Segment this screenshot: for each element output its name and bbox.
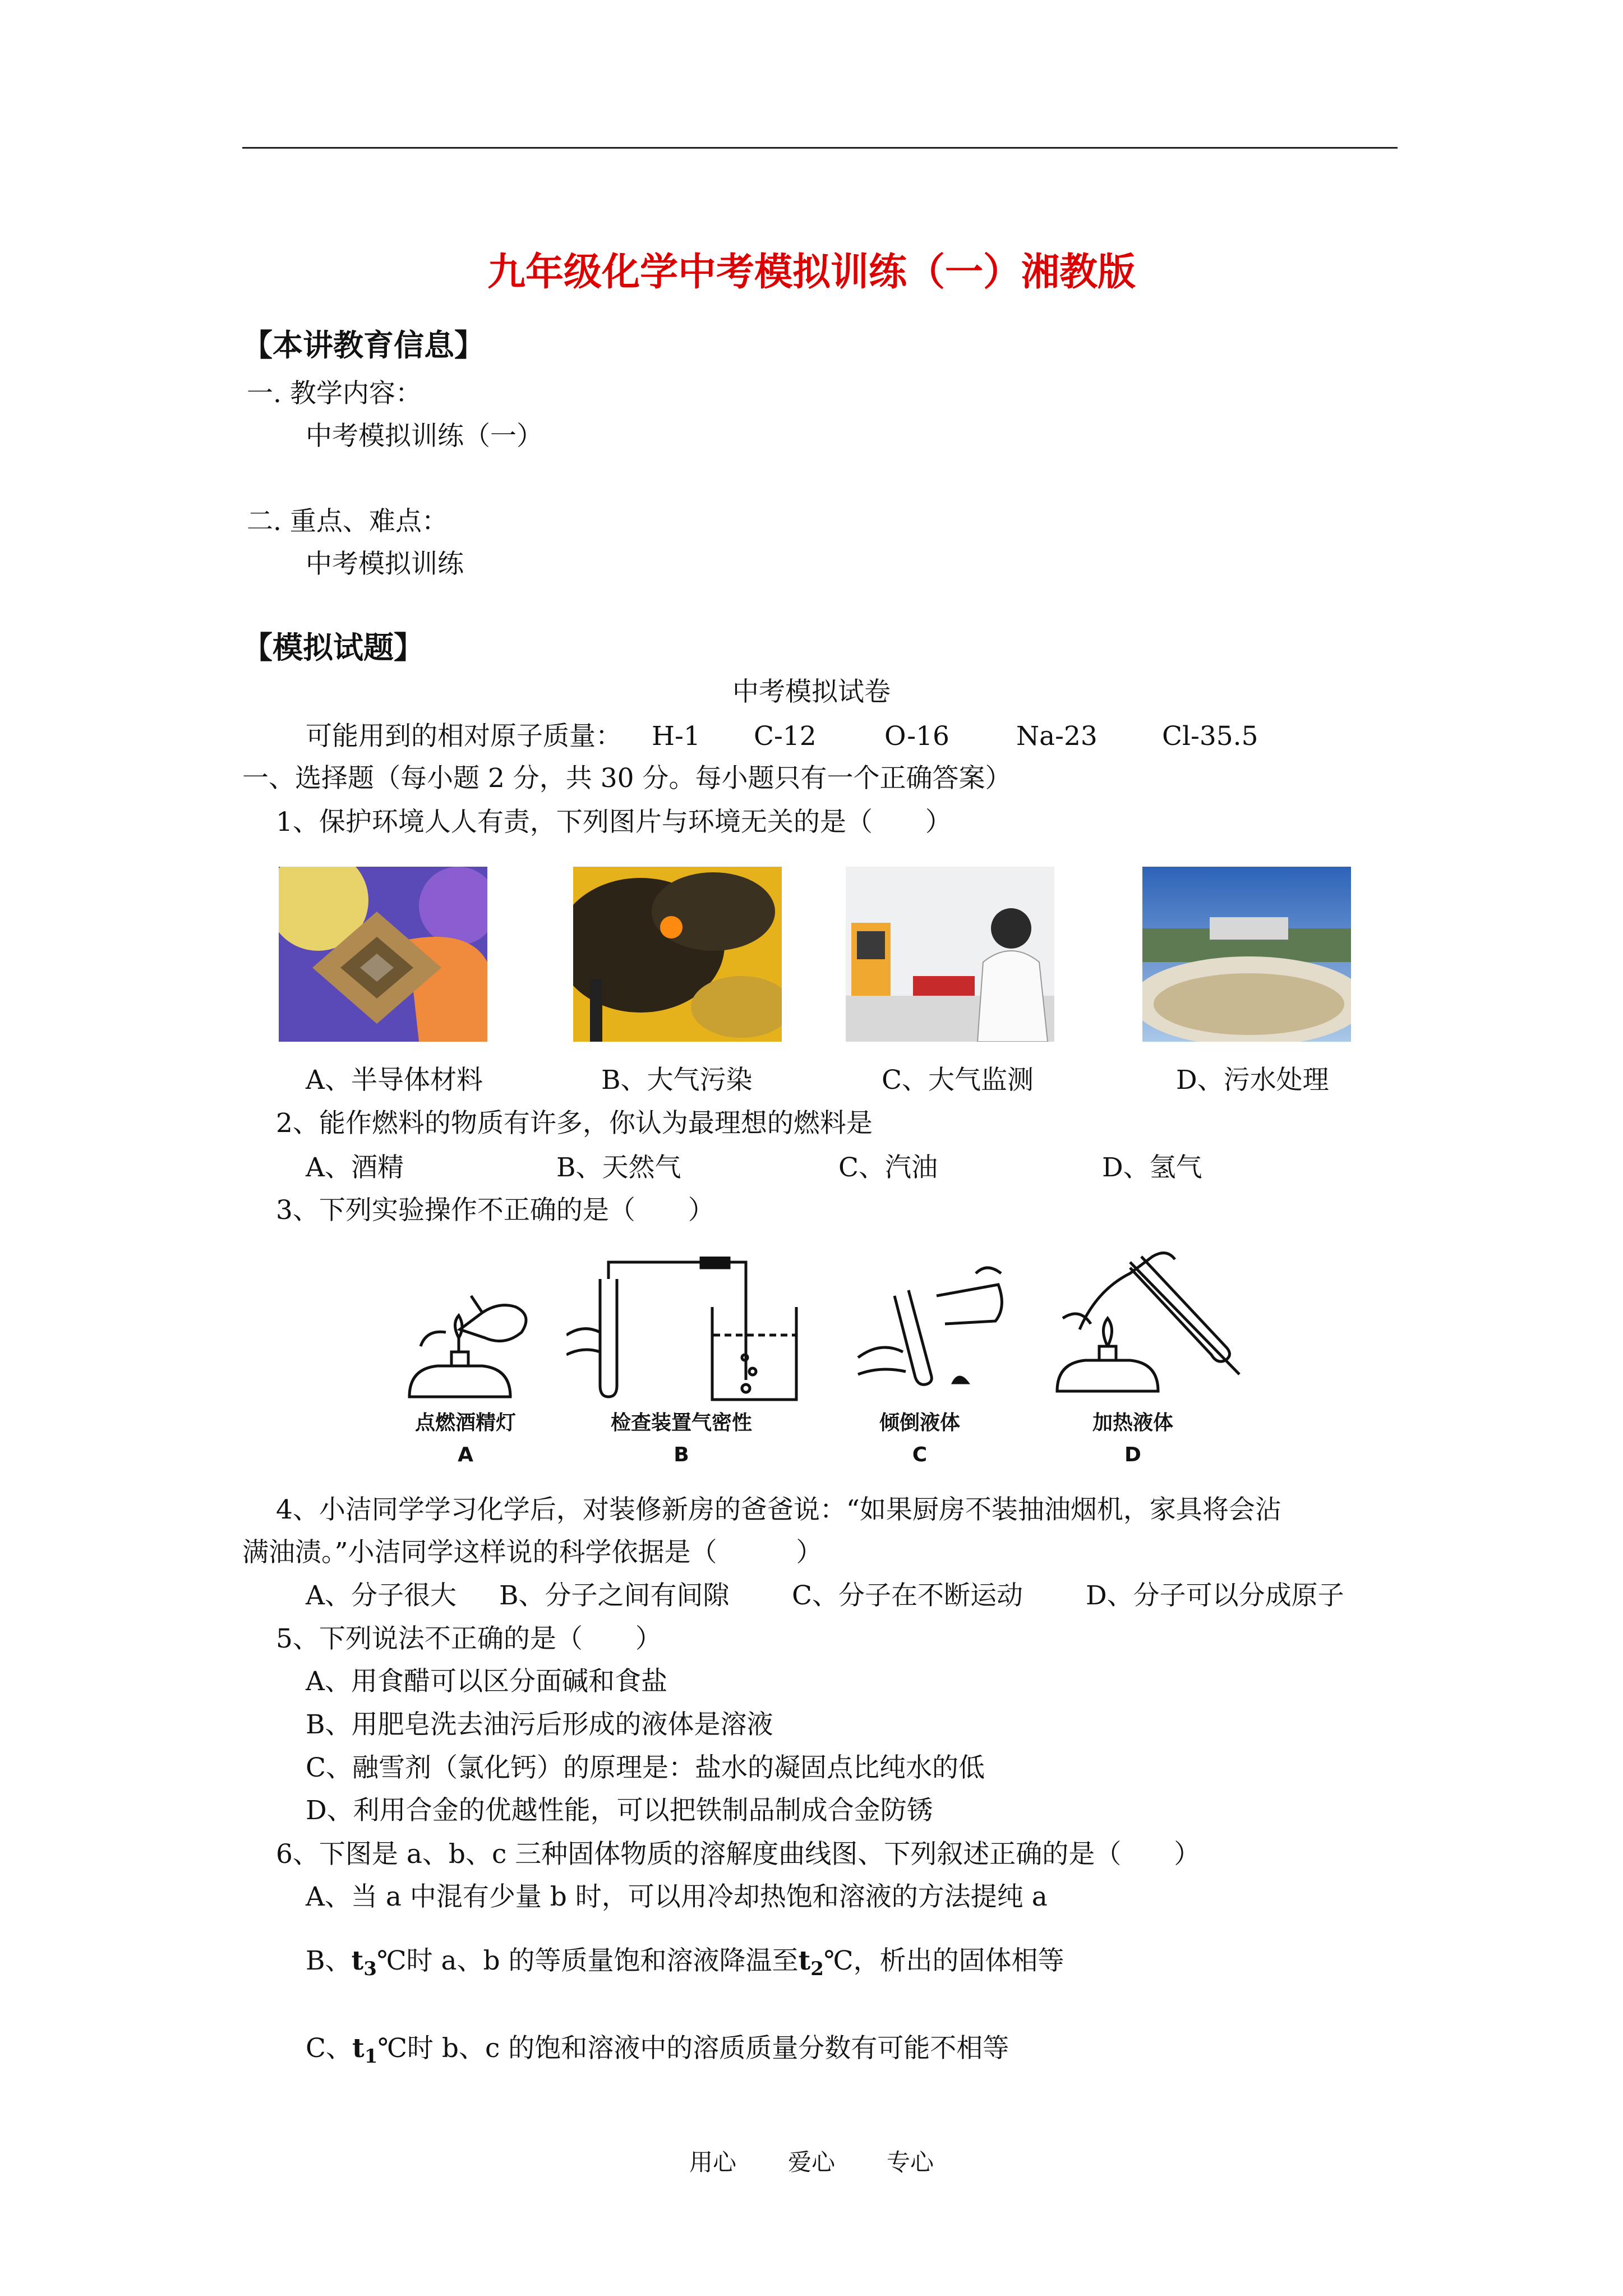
q6-option-b (306, 1944, 1064, 1986)
fig-c-caption: 倾倒液体 (879, 1411, 960, 1434)
q2-option-c: C、汽油 (838, 1152, 938, 1183)
key-points-label: 二. 重点、难点： (247, 506, 448, 537)
q6-stem: 6、下图是 a、b、c 三种固体物质的溶解度曲线图、下列叙述正确的是（ ） (276, 1839, 1201, 1870)
q4-option-b: B、分子之间有间隙 (499, 1580, 730, 1611)
q5-stem: 5、下列说法不正确的是（ ） (276, 1623, 662, 1654)
q6-c-t1-sub: 1 (364, 2045, 378, 2068)
atomic-mass-o: O-16 (884, 721, 949, 752)
air-pollution-photo (573, 867, 782, 1042)
q6-b-prefix: B、 (306, 1945, 352, 1976)
q1-option-c: C、大气监测 (882, 1065, 1034, 1096)
q1-option-b: B、大气污染 (601, 1065, 753, 1096)
fig-d-caption: 加热液体 (1092, 1411, 1173, 1434)
page-footer (0, 2146, 1623, 2179)
air-monitoring-photo (846, 867, 1054, 1042)
atomic-mass-na: Na-23 (1016, 721, 1098, 752)
q2-option-b: B、天然气 (556, 1152, 681, 1183)
q4-option-a: A、分子很大 (306, 1580, 457, 1611)
q4-stem-line1: 4、小洁同学学习化学后，对装修新房的爸爸说：“如果厨房不装抽油烟机，家具将会沾 (276, 1494, 1281, 1525)
q6-b-t3: t (351, 1945, 364, 1976)
section-heading-exam: 【模拟试题】 (242, 629, 424, 665)
footer-word-1: 用心 (689, 2148, 736, 2176)
teaching-content-label: 一. 教学内容： (247, 378, 422, 409)
q3-stem: 3、下列实验操作不正确的是（ ） (276, 1195, 714, 1226)
q6-b-end: ℃，析出的固体相等 (823, 1945, 1064, 1976)
q5-option-c: C、融雪剂（氯化钙）的原理是：盐水的凝固点比纯水的低 (306, 1752, 985, 1783)
q5-option-a: A、用食醋可以区分面碱和食盐 (306, 1666, 667, 1697)
airtightness-figure (566, 1257, 813, 1408)
q1-option-a: A、半导体材料 (306, 1065, 483, 1096)
fig-b-caption: 检查装置气密性 (610, 1411, 752, 1434)
q6-c-end: ℃时 b、c 的饱和溶液中的溶质质量分数有可能不相等 (377, 2033, 1009, 2064)
q4-stem-line2: 满油渍。”小洁同学这样说的科学依据是（ ） (242, 1537, 823, 1568)
fig-b-letter: B (674, 1443, 689, 1466)
part1-heading: 一、选择题（每小题 2 分，共 30 分。每小题只有一个正确答案） (242, 763, 1012, 794)
footer-word-2: 爱心 (787, 2148, 835, 2176)
q5-option-d: D、利用合金的优越性能，可以把铁制品制成合金防锈 (306, 1795, 933, 1826)
page-title: 九年级化学中考模拟训练（一）湘教版 (487, 250, 1136, 295)
semiconductor-photo (279, 867, 487, 1042)
alcohol-lamp-figure (393, 1285, 538, 1408)
paper-title: 中考模拟试卷 (732, 677, 891, 707)
q1-stem: 1、保护环境人人有责，下列图片与环境无关的是（ ） (276, 807, 952, 838)
fig-a-caption: 点燃酒精灯 (414, 1411, 516, 1434)
q6-b-t3-sub: 3 (363, 1958, 377, 1980)
section-heading-info: 【本讲教育信息】 (242, 327, 485, 363)
q4-option-d: D、分子可以分成原子 (1086, 1580, 1344, 1611)
q2-stem: 2、能作燃料的物质有许多，你认为最理想的燃料是 (276, 1108, 873, 1139)
key-points-text: 中考模拟训练 (306, 549, 464, 579)
atomic-mass-c: C-12 (754, 721, 817, 752)
teaching-content-text: 中考模拟训练（一） (306, 421, 543, 452)
heat-liquid-figure (1046, 1240, 1253, 1408)
atomic-mass-cl: Cl-35.5 (1162, 721, 1258, 752)
q2-option-a: A、酒精 (306, 1152, 404, 1183)
fig-a-letter: A (458, 1443, 473, 1466)
atomic-mass-h: H-1 (652, 721, 700, 752)
pour-liquid-figure (847, 1262, 1009, 1408)
q1-option-d: D、污水处理 (1176, 1065, 1329, 1096)
q6-c-t1: t (352, 2033, 365, 2064)
footer-word-3: 专心 (887, 2148, 934, 2176)
q6-option-c (306, 2032, 1009, 2073)
fig-c-letter: C (912, 1443, 928, 1466)
atomic-mass-label: 可能用到的相对原子质量： (306, 721, 622, 752)
header-rule (242, 147, 1398, 149)
q6-b-mid: ℃时 a、b 的等质量饱和溶液降温至 (376, 1945, 799, 1976)
sewage-treatment-photo (1142, 867, 1351, 1042)
q6-b-t2: t (798, 1945, 811, 1976)
fig-d-letter: D (1124, 1443, 1141, 1466)
q2-option-d: D、氢气 (1102, 1152, 1202, 1183)
q5-option-b: B、用肥皂洗去油污后形成的液体是溶液 (306, 1709, 773, 1740)
q4-option-c: C、分子在不断运动 (792, 1580, 1023, 1611)
q6-option-a: A、当 a 中混有少量 b 时，可以用冷却热饱和溶液的方法提纯 a (306, 1881, 1048, 1912)
q6-c-prefix: C、 (306, 2033, 352, 2064)
q6-b-t2-sub: 2 (810, 1958, 824, 1980)
